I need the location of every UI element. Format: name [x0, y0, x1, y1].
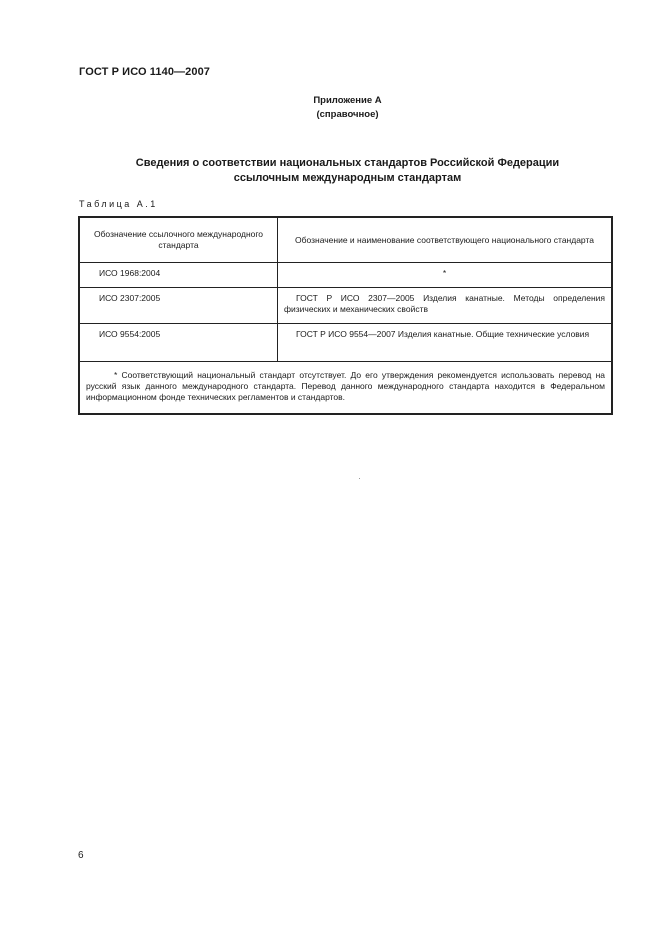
section-title — [0, 156, 661, 186]
section-title-line-1: Сведения о соответствии национальных стандартов Российской Федерации — [135, 157, 560, 169]
page-number: 6 — [78, 850, 84, 861]
column-header-reference: Обозначение ссылочного международного стандарта — [80, 218, 278, 263]
national-standard-text: ГОСТ Р ИСО 2307—2005 Изделия канатные. Методы определения физических и механических свойств — [284, 293, 605, 314]
column-header-national: Обозначение и наименование соответствующего национального стандарта — [278, 218, 612, 263]
table-caption: Таблица А.1 — [79, 199, 158, 209]
national-standard-cell — [278, 324, 612, 362]
section-title-line-2: ссылочным международным стандартам — [233, 172, 462, 184]
footnote-row — [80, 362, 612, 414]
reference-standard-cell: ИСО 1968:2004 — [80, 263, 278, 288]
footnote-text: * Соответствующий национальный стандарт отсутствует. До его утверждения рекомендуется использовать перевод на русский язык данного международного стандарта. Перевод данного международного стандарта находится в Федеральном информационном фонде технических регламентов и стандартов. — [86, 370, 605, 402]
national-standard-text: ГОСТ Р ИСО 9554—2007 Изделия канатные. Общие технические условия — [296, 329, 590, 339]
national-standard-cell: * — [278, 263, 612, 288]
appendix-title: Приложение А — [313, 95, 382, 106]
appendix-heading — [0, 94, 661, 122]
scan-speck — [359, 478, 360, 479]
national-standard-cell — [278, 288, 612, 324]
document-code: ГОСТ Р ИСО 1140—2007 — [79, 66, 211, 78]
table-row — [80, 324, 612, 362]
table-row — [80, 263, 612, 288]
appendix-subtitle: (справочное) — [316, 109, 379, 120]
correspondence-table — [78, 216, 613, 415]
reference-standard-cell: ИСО 2307:2005 — [80, 288, 278, 324]
reference-standard-cell: ИСО 9554:2005 — [80, 324, 278, 362]
table-row — [80, 288, 612, 324]
table-footnote — [80, 362, 612, 414]
